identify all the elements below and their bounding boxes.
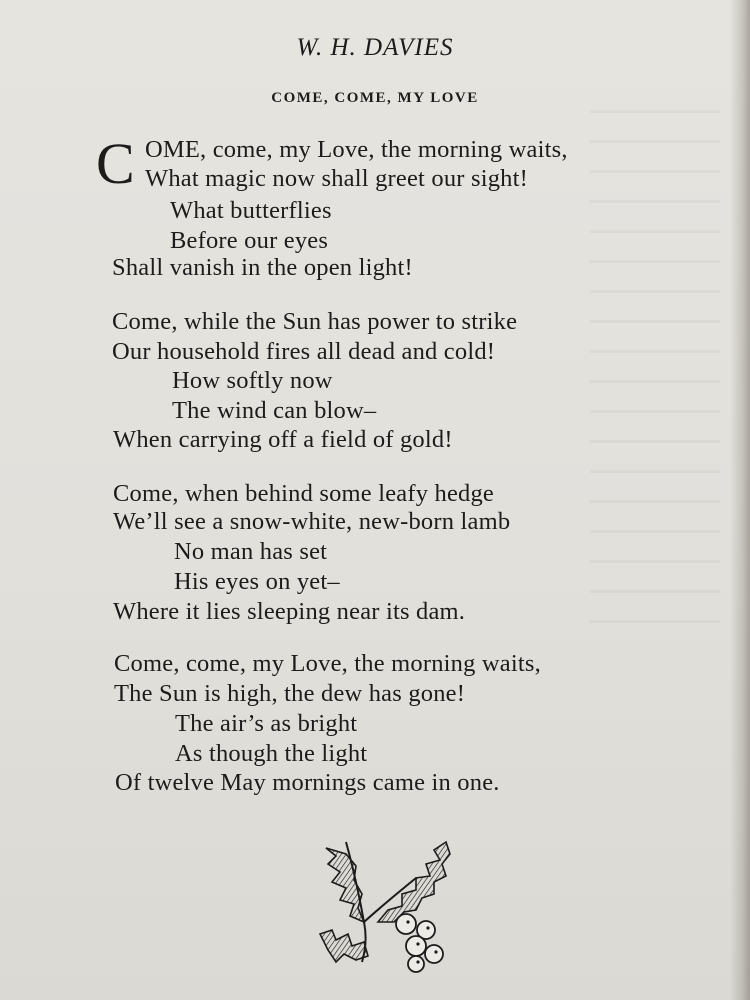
poem-line: Where it lies sleeping near its dam.	[113, 598, 466, 625]
poem-line: What magic now shall greet our sight!	[145, 165, 528, 192]
facing-page-bleed-through	[590, 110, 720, 630]
poem-line: Before our eyes	[170, 227, 329, 254]
poem-line: What butterflies	[170, 197, 332, 224]
drop-cap: C	[96, 131, 135, 196]
poem-line: Come, come, my Love, the morning waits,	[114, 650, 541, 677]
poem-line: Of twelve May mornings came in one.	[115, 769, 500, 796]
poem-line: The Sun is high, the dew has gone!	[114, 680, 466, 707]
poem-line: The wind can blow–	[172, 397, 377, 424]
page-edge-shadow	[730, 0, 750, 1000]
poem-line: When carrying off a field of gold!	[113, 426, 453, 453]
poem-line: We’ll see a snow-white, new-born lamb	[113, 508, 511, 535]
poem-line: Our household fires all dead and cold!	[112, 338, 496, 365]
poem-title: COME, COME, MY LOVE	[271, 90, 479, 106]
poem-line: The air’s as bright	[175, 710, 358, 737]
poem-line: As though the light	[175, 740, 368, 767]
poem-line: His eyes on yet–	[174, 568, 340, 595]
poem-author: W. H. DAVIES	[296, 34, 454, 61]
poem-line: OME, come, my Love, the morning waits,	[145, 136, 568, 163]
poem-line: No man has set	[174, 538, 328, 565]
poem-line: Come, when behind some leafy hedge	[113, 480, 494, 507]
poem-line: Come, while the Sun has power to strike	[112, 308, 518, 335]
poem-line: How softly now	[172, 367, 333, 394]
holly-sprig-icon	[318, 838, 456, 974]
poem-line: Shall vanish in the open light!	[112, 254, 413, 281]
